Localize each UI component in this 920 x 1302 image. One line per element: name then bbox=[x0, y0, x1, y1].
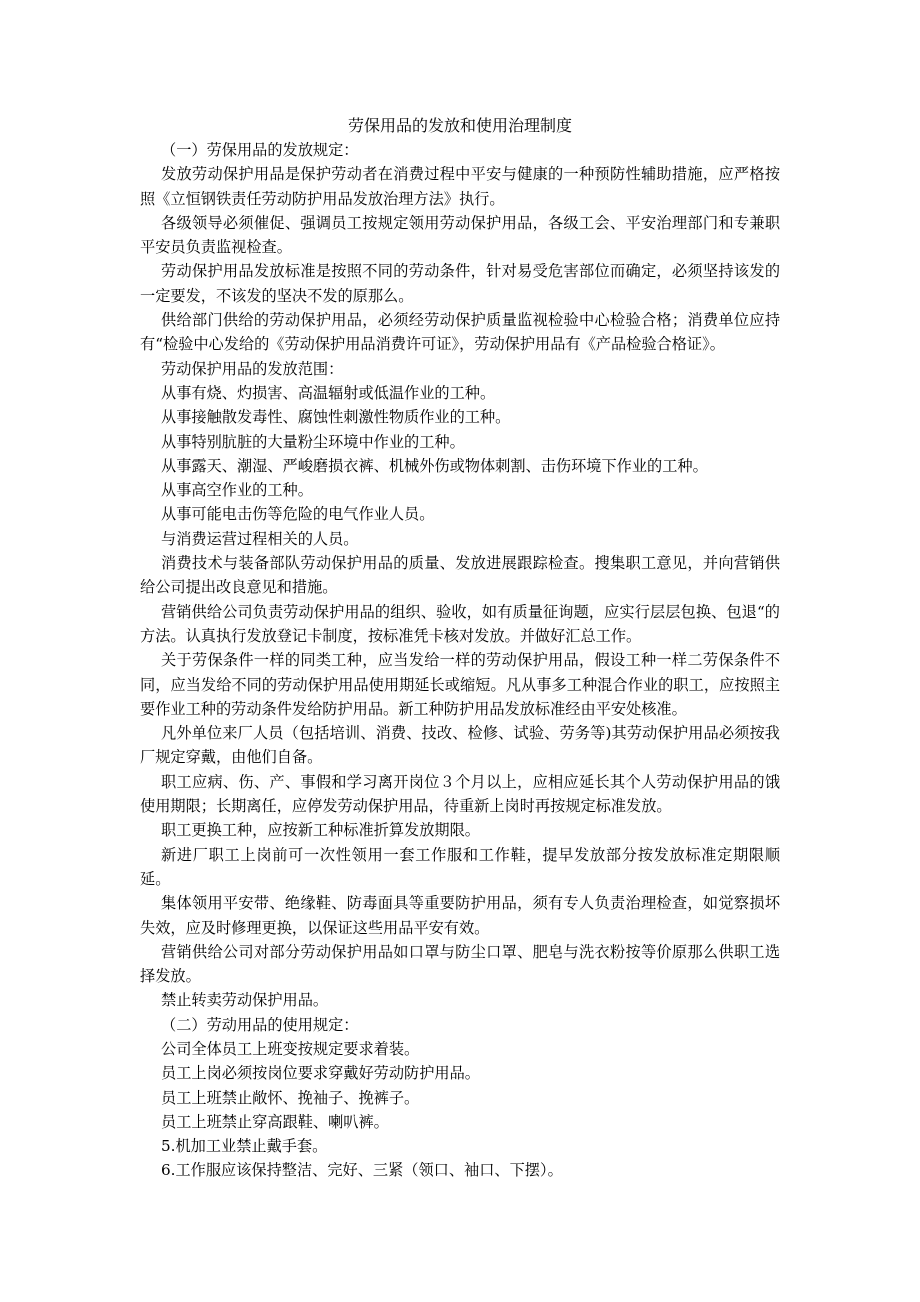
document-body bbox=[140, 138, 780, 1183]
paragraph: 劳动保护用品发放标准是按照不同的劳动条件，针对易受危害部位而确定，必须坚持该发的一定要发，不该发的坚决不发的原那么。 bbox=[140, 262, 780, 305]
list-item: 从事可能电击伤等危险的电气作业人员。 bbox=[161, 505, 435, 524]
paragraph: 营销供给公司对部分劳动保护用品如口罩与防尘口罩、肥皂与洗衣粉按等价原那么供职工选择发放。 bbox=[140, 942, 780, 986]
list-item: 从事接触散发毒性、腐蚀性刺激性物质作业的工种。 bbox=[161, 408, 511, 427]
document-title: 劳保用品的发放和使用治理制度 bbox=[347, 116, 572, 135]
paragraph: 禁止转卖劳动保护用品。 bbox=[161, 991, 329, 1010]
list-item: 6.工作服应该保持整洁、完好、三紧（领口、袖口、下摆）。 bbox=[161, 1161, 563, 1180]
paragraph: 劳动保护用品的发放范围： bbox=[161, 359, 344, 378]
paragraph: 各级领导必须催促、强调员工按规定领用劳动保护用品，各级工会、平安治理部门和专兼职平安员负责监视检查。 bbox=[140, 213, 780, 257]
list-item: 与消费运营过程相关的人员。 bbox=[161, 529, 359, 548]
list-item: 员工上班禁止敞怀、挽袖子、挽裤子。 bbox=[161, 1088, 420, 1107]
list-item: 从事有烧、灼损害、高温辐射或低温作业的工种。 bbox=[161, 383, 496, 402]
list-item: 员工上岗必须按岗位要求穿戴好劳动防护用品。 bbox=[161, 1064, 480, 1083]
paragraph: 新进厂职工上岗前可一次性领用一套工作服和工作鞋，提早发放部分按发放标准定期限顺延。 bbox=[140, 845, 780, 888]
paragraph: 凡外单位来厂人员（包括培训、消费、技改、检修、试验、劳务等)其劳动保护用品必须按我厂规定穿戴，由他们自备。 bbox=[140, 724, 780, 767]
paragraph: 集体领用平安带、绝缘鞋、防毒面具等重要防护用品，须有专人负责治理检查，如觉察损坏失效，应及时修理更换，以保证这些用品平安有效。 bbox=[140, 894, 780, 937]
paragraph: 发放劳动保护用品是保护劳动者在消费过程中平安与健康的一种预防性辅助措施，应严格按照《立恒钢铁责任劳动防护用品发放治理方法》执行。 bbox=[140, 165, 780, 208]
list-item: 从事露天、潮湿、严峻磨损衣裤、机械外伤或物体刺割、击伤环境下作业的工种。 bbox=[161, 456, 708, 475]
paragraph: 消费技术与装备部队劳动保护用品的质量、发放进展跟踪检查。搜集职工意见，并向营销供给公司提出改良意见和措施。 bbox=[140, 554, 780, 597]
section-heading-issuance: （一）劳保用品的发放规定： bbox=[161, 141, 359, 159]
section-heading-usage: （二）劳动用品的使用规定： bbox=[161, 1015, 359, 1034]
paragraph: 职工更换工种，应按新工种标准折算发放期限。 bbox=[161, 821, 480, 840]
list-item: 5.机加工业禁止戴手套。 bbox=[161, 1137, 328, 1156]
list-item: 公司全体员工上班变按规定要求着装。 bbox=[161, 1039, 420, 1058]
list-item: 员工上班禁止穿高跟鞋、喇叭裤。 bbox=[161, 1112, 389, 1131]
paragraph: 职工应病、伤、产、事假和学习离开岗位３个月以上，应相应延长其个人劳动保护用品的饿使用期限；长期离任，应停发劳动保护用品，待重新上岗时再按规定标准发放。 bbox=[140, 772, 780, 816]
list-item: 从事特别肮脏的大量粉尘环境中作业的工种。 bbox=[161, 432, 465, 451]
paragraph: 营销供给公司负责劳动保护用品的组织、验收，如有质量征询题，应实行层层包换、包退“的方法。认真执行发放登记卡制度，按标准凭卡核对发放。并做好汇总工作。 bbox=[140, 602, 780, 645]
list-item: 从事高空作业的工种。 bbox=[161, 481, 313, 500]
paragraph: 供给部门供给的劳动保护用品，必须经劳动保护质量监视检验中心检验合格；消费单位应持有“检验中心发给的《劳动保护用品消费许可证》，劳动保护用品有《产品检验合格证》。 bbox=[140, 311, 780, 354]
paragraph: 关于劳保条件一样的同类工种，应当发给一样的劳动保护用品，假设工种一样二劳保条件不同，应当发给不同的劳动保护用品使用期延长或缩短。凡从事多工种混合作业的职工，应按照主要作业工种的劳动条件发给防护用品。新工种防护用品发放标准经由平安处核准。 bbox=[140, 651, 780, 718]
